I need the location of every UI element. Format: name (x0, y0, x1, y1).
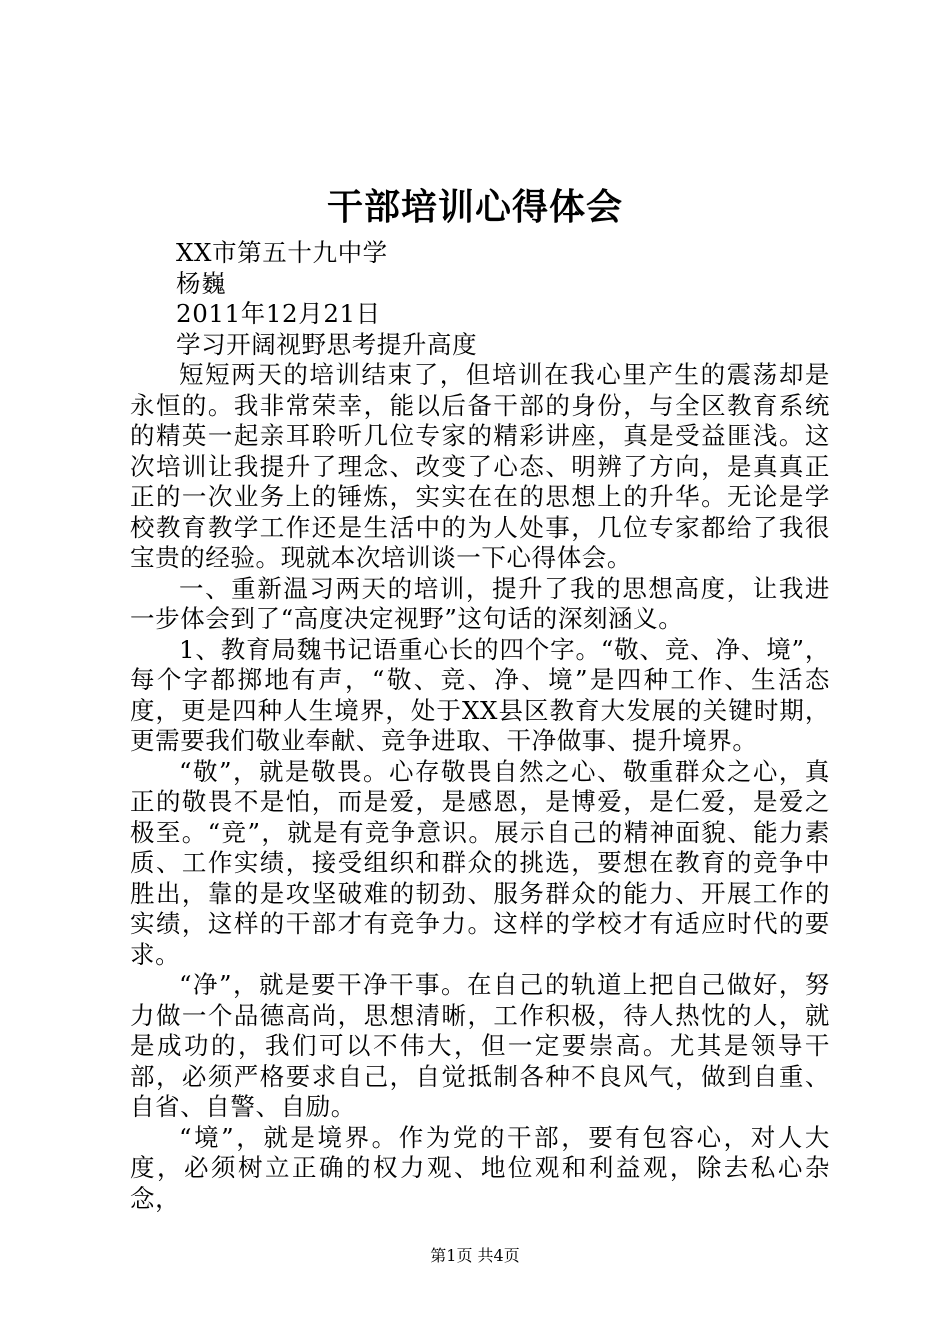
paragraph-intro: 短短两天的培训结束了，但培训在我心里产生的震荡却是永恒的。我非常荣幸，能以后备干部的身份，与全区教育系统的精英一起亲耳聆听几位专家的精彩讲座，真是受益匪浅。这次培训让我提升了理念、改变了心态、明辨了方向，是真真正正的一次业务上的锤炼，实实在在的思想上的升华。无论是学校教育教学工作还是生活中的为人处事，几位专家都给了我很宝贵的经验。现就本次培训谈一下心得体会。 (130, 360, 830, 572)
paragraph-jing-clean: “净”，就是要干净干事。在自己的轨道上把自己做好，努力做一个品德高尚，思想清晰，工作积极，待人热忱的人，就是成功的，我们可以不伟大，但一定要崇高。尤其是领导干部，必须严格要求自己，自觉抵制各种不良风气，做到自重、自省、自警、自励。 (130, 970, 830, 1121)
document-body (130, 238, 830, 1214)
paragraph-jing-realm: “境”，就是境界。作为党的干部，要有包容心，对人大度，必须树立正确的权力观、地位观和利益观，除去私心杂念， (130, 1122, 830, 1213)
paragraph-jing-respect: “敬”，就是敬畏。心存敬畏自然之心、敬重群众之心，真正的敬畏不是怕，而是爱，是感恩，是博爱，是仁爱，是爱之极至。“竞”，就是有竞争意识。展示自己的精神面貌、能力素质、工作实绩，接受组织和群众的挑选，要想在教育的竞争中胜出，靠的是攻坚破难的韧劲、服务群众的能力、开展工作的实绩，这样的干部才有竞争力。这样的学校才有适应时代的要求。 (130, 756, 830, 969)
document-subtitle: 学习开阔视野思考提升高度 (176, 329, 478, 359)
document-date: 2011年12月21日 (176, 299, 381, 328)
school-name: XX市第五十九中学 (176, 238, 388, 267)
author-name: 杨巍 (176, 268, 227, 298)
paragraph-section-one: 一、重新温习两天的培训，提升了我的思想高度，让我进一步体会到了“高度决定视野”这句话的深刻涵义。 (130, 573, 830, 633)
page-number: 第1页 共4页 (430, 1246, 520, 1265)
document-title: 干部培训心得体会 (326, 186, 623, 228)
paragraph-point-one: 1、教育局魏书记语重心长的四个字。“敬、竞、净、境”，每个字都掷地有声，“敬、竞、净、境”是四种工作、生活态度，更是四种人生境界，处于XX县区教育大发展的关键时期，更需要我们敬业奉献、竞争进取、干净做事、提升境界。 (130, 634, 830, 755)
